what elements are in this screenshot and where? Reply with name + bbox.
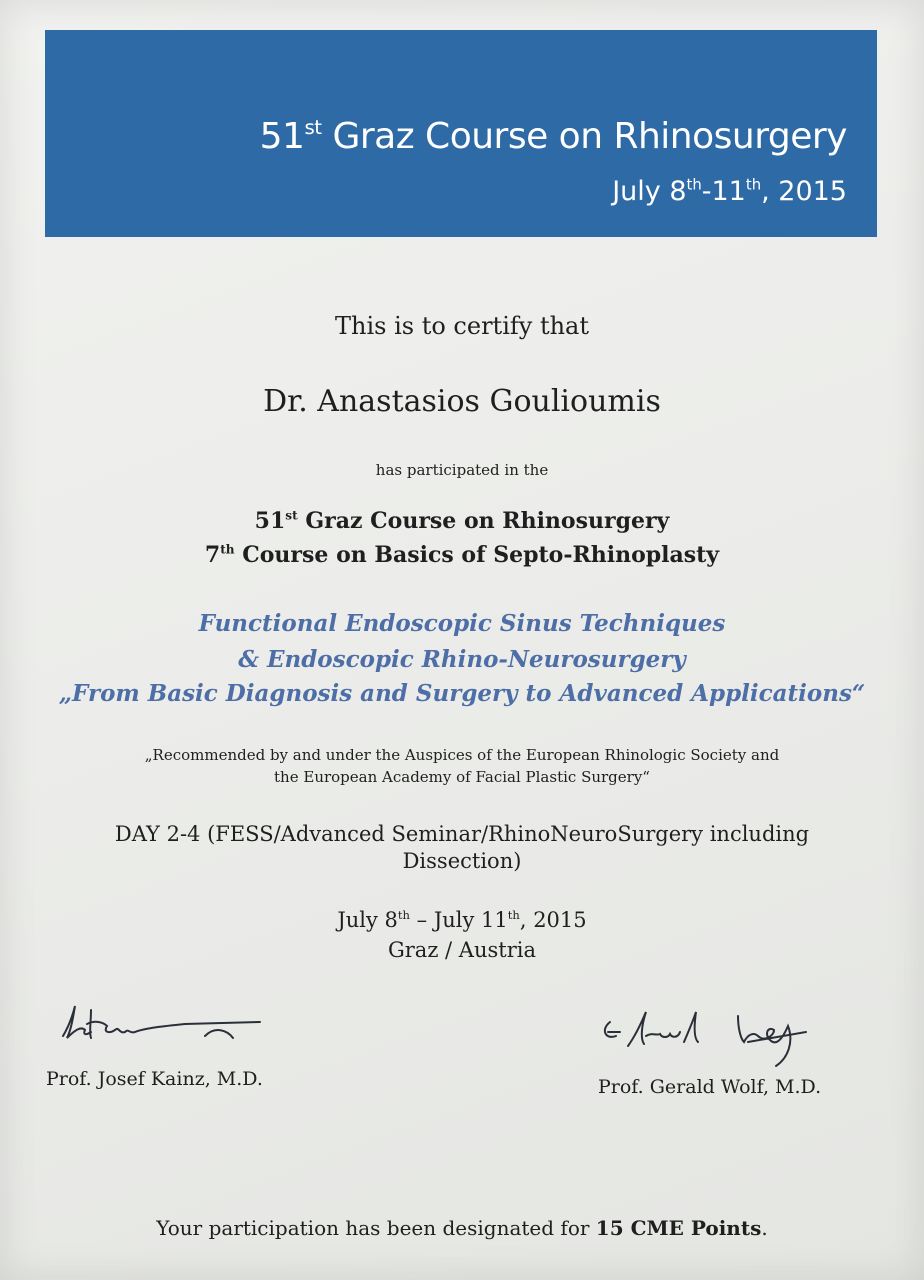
cme-statement [0,1216,924,1240]
signature-right-image [598,1002,818,1072]
course2-number: 7 [204,542,221,568]
recommendation-line-2: the European Academy of Facial Plastic Surgery“ [274,768,650,786]
header-title-ordinal: st [304,116,322,140]
header-title-number: 51 [259,116,305,157]
header-date-end-ordinal: th [745,175,762,194]
header-date-end: -11 [701,176,746,207]
course-title-2 [0,542,924,568]
certify-line: This is to certify that [335,312,589,340]
participated-line: has participated in the [375,461,549,479]
recommendation-line-1: „Recommended by and under the Auspices of the European Rhinologic Society and [144,746,780,764]
day-line-1: DAY 2-4 (FESS/Advanced Seminar/RhinoNeuroSurgery including [114,822,810,846]
header-title [260,116,847,157]
topic-line-2: & Endoscopic Rhino-Neurosurgery [238,646,686,673]
dates-year: , 2015 [519,908,587,932]
signature-left-image [55,996,270,1056]
header-date-start-ordinal: th [686,175,702,194]
topic-line-1: Functional Endoscopic Sinus Techniques [198,610,726,637]
signer-right-name: Prof. Gerald Wolf, M.D. [598,1076,822,1098]
course2-text: Course on Basics of Septo-Rhinoplasty [234,542,720,568]
cme-end: . [761,1216,768,1240]
course-location: Graz / Austria [387,938,536,962]
cme-points: 15 CME Points [595,1216,762,1240]
header-date-start: July 8 [612,176,687,207]
dates-end: – July 11 [409,908,508,932]
dates-start-ordinal: th [397,907,410,922]
dates-start: July 8 [337,908,398,932]
course1-ordinal: st [285,508,298,523]
header-banner [45,30,877,237]
header-title-text: Graz Course on Rhinosurgery [321,116,847,157]
course1-number: 51 [254,508,286,534]
header-date [612,176,847,207]
topic-line-3: „From Basic Diagnosis and Surgery to Advanced Applications“ [58,680,866,707]
course-title-1 [0,508,924,534]
signer-left-name: Prof. Josef Kainz, M.D. [46,1068,263,1090]
course2-ordinal: th [220,542,235,557]
recipient-name: Dr. Anastasios Goulioumis [263,384,661,419]
day-line-2: Dissection) [402,849,522,873]
course1-text: Graz Course on Rhinosurgery [297,508,670,534]
cme-text: Your participation has been designated for [156,1216,596,1240]
course-dates [0,908,924,932]
header-date-year: , 2015 [761,176,847,207]
dates-end-ordinal: th [507,907,520,922]
